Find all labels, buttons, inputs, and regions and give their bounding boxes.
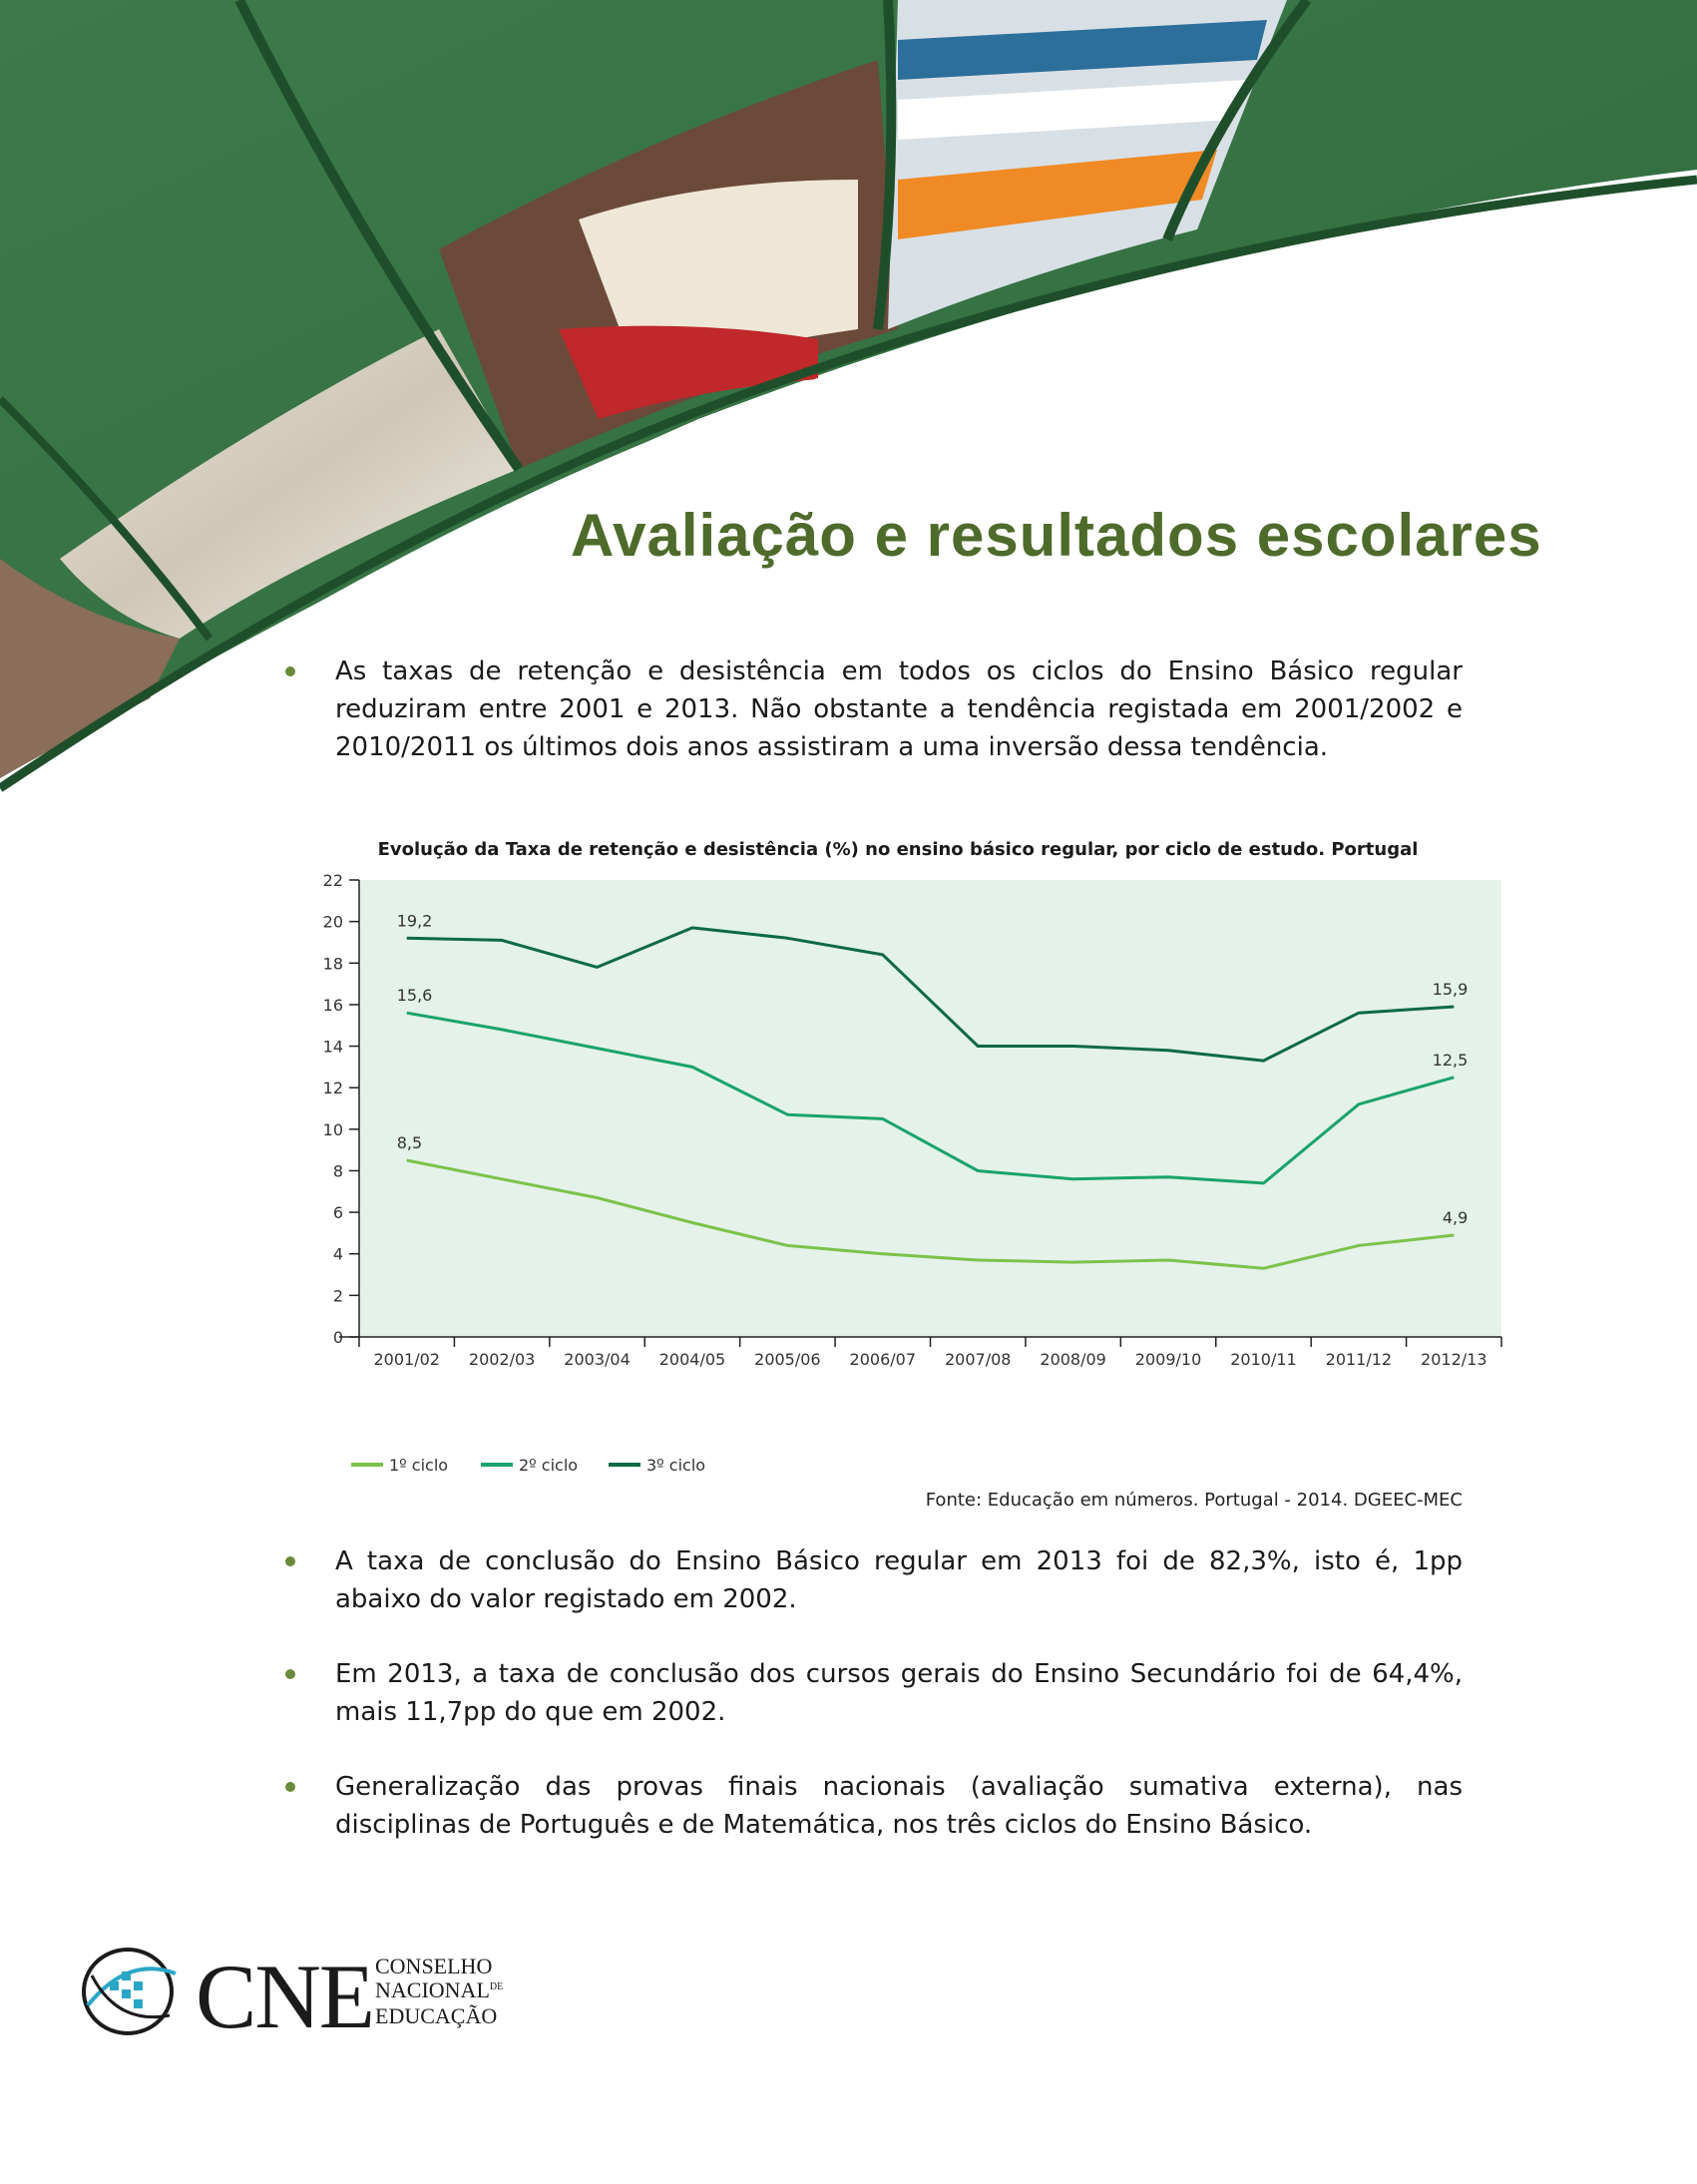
data-label-end: 4,9	[1442, 1207, 1469, 1227]
page-title: Avaliação e resultados escolares	[571, 502, 1542, 569]
source-note: Fonte: Educação em números. Portugal - 2014. DGEEC-MEC	[925, 1490, 1463, 1511]
x-tick-label: 2002/03	[468, 1350, 536, 1369]
legend-label-1: 1º ciclo	[389, 1456, 449, 1475]
y-tick-label: 16	[322, 995, 343, 1015]
x-tick-label: 2011/12	[1325, 1350, 1393, 1369]
y-tick-label: 14	[322, 1037, 343, 1057]
x-tick-label: 2010/11	[1230, 1350, 1297, 1369]
data-label-end: 12,5	[1432, 1050, 1469, 1070]
x-tick-label: 2004/05	[658, 1350, 726, 1369]
bullet-text: A taxa de conclusão do Ensino Básico regular em 2013 foi de 82,3%, isto é, 1pp abaixo do valor registado em 2002.	[335, 1546, 1463, 1614]
x-axis	[339, 1337, 1501, 1369]
y-tick-label: 2	[332, 1286, 343, 1306]
logo-line-1: CONSELHO	[375, 1954, 493, 1978]
y-tick-label: 8	[332, 1161, 343, 1181]
bullet-item	[289, 1768, 1463, 1844]
x-tick-label: 2012/13	[1421, 1350, 1487, 1369]
bullet-dot-icon	[285, 666, 295, 676]
logo-line-3: EDUCAÇÃO	[375, 2003, 498, 2028]
data-label-end: 15,9	[1432, 979, 1469, 999]
data-label-start: 15,6	[396, 986, 433, 1006]
globe-icon	[84, 1950, 176, 2033]
bullet-item	[289, 1655, 1463, 1731]
x-tick-label: 2005/06	[754, 1350, 821, 1369]
y-tick-label: 4	[332, 1244, 343, 1264]
bullet-dot-icon	[285, 1669, 295, 1679]
x-tick-label: 2003/04	[564, 1350, 631, 1369]
y-tick-label: 22	[322, 871, 343, 890]
y-tick-label: 6	[332, 1203, 343, 1223]
x-tick-label: 2001/02	[373, 1350, 440, 1369]
bullet-text: Generalização das provas finais nacionais (avaliação sumativa externa), nas disciplinas de Português e de Matemática, nos três ciclos do Ensino Básico.	[335, 1772, 1463, 1840]
retention-rate-line-chart	[299, 828, 1516, 1487]
bullet-text: Em 2013, a taxa de conclusão dos cursos gerais do Ensino Secundário foi de 64,4%, mais 11,7pp do que em 2002.	[335, 1659, 1463, 1727]
y-tick-label: 18	[322, 954, 343, 974]
bullet-dot-icon	[285, 1556, 295, 1566]
y-tick-label: 12	[322, 1079, 343, 1098]
x-tick-label: 2008/09	[1040, 1350, 1106, 1369]
y-tick-label: 0	[332, 1328, 343, 1347]
y-axis	[323, 871, 359, 1347]
bullet-text: As taxas de retenção e desistência em todos os ciclos do Ensino Básico regular reduziram entre 2001 e 2013. Não obstante a tendência registada em 2001/2002 e 2010/2011 os últimos dois anos assistiram a uma inversão dessa tendência.	[335, 656, 1463, 762]
bullet-dot-icon	[285, 1782, 295, 1792]
y-tick-label: 20	[322, 912, 343, 932]
data-label-start: 8,5	[396, 1133, 423, 1153]
logo-line-2: $NACIONAL^{DE}$	[375, 1977, 504, 2002]
x-tick-label: 2006/07	[849, 1350, 917, 1369]
chart-legend	[351, 1456, 705, 1475]
data-label-start: 19,2	[396, 911, 433, 931]
bullet-item	[289, 653, 1463, 766]
y-tick-label: 10	[322, 1119, 343, 1139]
chart-title: Evolução da Taxa de retenção e desistência (%) no ensino básico regular, por ciclo de estudo. Portugal	[377, 839, 1419, 860]
x-tick-label: 2009/10	[1134, 1350, 1202, 1369]
x-tick-label: 2007/08	[944, 1350, 1012, 1369]
bullet-item	[289, 1542, 1463, 1618]
legend-label-2: 2º ciclo	[519, 1456, 579, 1475]
logo-letters: CNE	[196, 1946, 373, 2045]
legend-label-3: 3º ciclo	[646, 1456, 706, 1475]
cne-logo	[78, 1936, 517, 2045]
